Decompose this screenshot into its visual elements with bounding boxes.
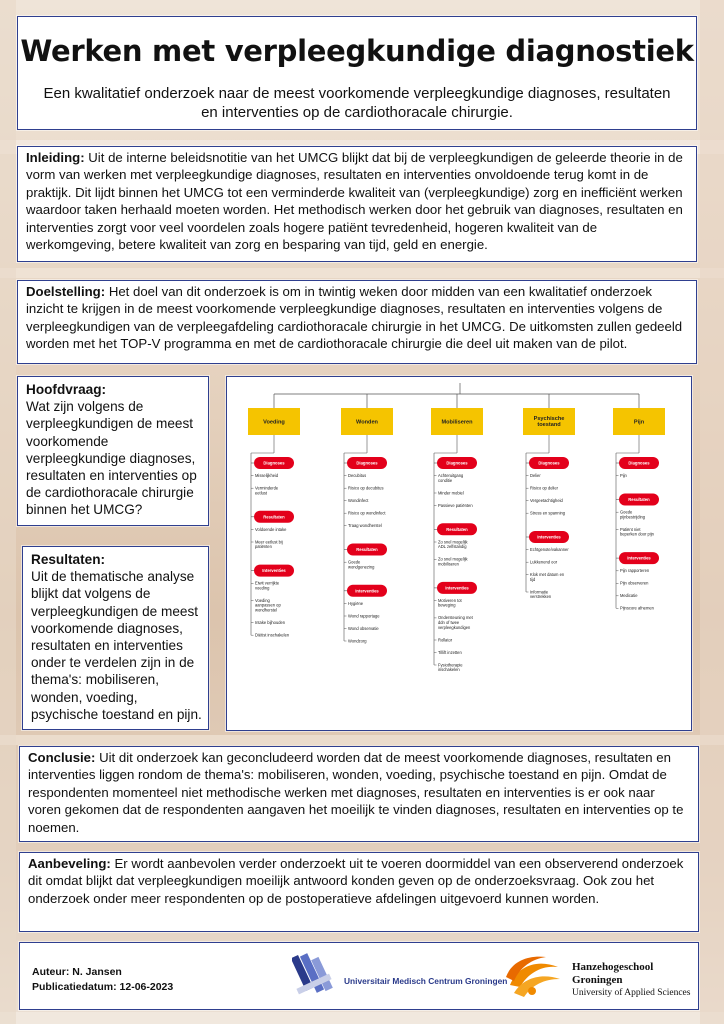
section-label: Resultaten <box>263 514 285 520</box>
advice-body: Er wordt aanbevolen verder onderzoekt uit te voeren doormiddel van een observerend onderzoek dit omdat blijkt dat verpleegkundigen moeilijk antwoord konden geven op de onderzoeksvraag. Ook zou het onderzoek onder meer respondenten op de postoperatieve afdelingen uitgevoerd kunnen worden. <box>28 856 684 906</box>
item-label: Risico op delier <box>530 485 558 491</box>
item-label: Wond observatie <box>348 625 379 631</box>
section-label: Resultaten <box>446 526 468 532</box>
section-label: Interventies <box>262 568 286 574</box>
results-heading: Resultaten: <box>31 552 106 567</box>
item-label: Stress en spanning <box>530 510 566 516</box>
intro-body: Uit de interne beleidsnotitie van het UMCG blijkt dat bij de verpleegkundigen de geleerde theorie in de vorm van werken met verpleegkundige diagnoses, resultaten en interventies onvoldoende terug komt in de praktijk. Dit lijdt binnen het UMCG tot een verminderde kwaliteit van (verpleegkundige) zorg en inefficiënt werken waardoor taken herhaald moeten worden. Het methodisch werken door het gebruik van diagnoses, resultaten en interventies zorgt voor veel voordelen zoals hogere patiënt tevredenheid, hogeren kwaliteit van de werkomgeving, betere kwaliteit van zorg en besparing van tijd, geld en energie. <box>26 150 683 253</box>
advice-section <box>19 852 699 932</box>
item-label: Wond rapportage <box>348 613 380 619</box>
item-label: Pijn rapporteren <box>620 568 650 574</box>
footer-credits <box>32 965 173 995</box>
item-label: Tillift inzetten <box>438 649 462 655</box>
advice-heading: Aanbeveling: <box>28 856 111 871</box>
item-label: Intake bijhouden <box>255 620 286 625</box>
item-label: Traag wondherstel <box>348 523 382 528</box>
section-label: Resultaten <box>356 547 378 553</box>
goal-body: Het doel van dit onderzoek is om in twintig weken door midden van een kwalitatief onderzoek inzicht te krijgen in de meest voorkomende verpleegkundige diagnoses, resultaten en interventies volgens de verpleegkundigen van de verpleegafdeling cardiothoracale chirurgie in het UMCG. De uitkomsten zullen gedeeld worden met het TOP-V programma en met de cardiothoracale chirurgie die deel uit maken van de pilot. <box>26 284 683 352</box>
poster-subtitle: Een kwalitatief onderzoek naar de meest voorkomende verpleegkundige diagnoses, resultaten en interventies op de cardiothoracale chirurgie. <box>43 85 671 121</box>
item-label: Achteruitgang conditie <box>438 473 464 483</box>
category-label: Psychische toestand <box>533 416 565 429</box>
item-label: Lukkenend oor <box>530 559 558 565</box>
item-label: Meer eetlust bij patiënten <box>255 539 283 550</box>
item-label: Verminderde eetlust <box>255 485 279 496</box>
section-label: Diagnoses <box>628 460 650 466</box>
category-label: Pijn <box>633 419 645 426</box>
category-label: Mobiliseren <box>441 419 473 426</box>
item-label: Passieve patiënten <box>438 502 473 508</box>
item-label: Eiwit verrijkte voeding <box>255 580 280 591</box>
section-label: Diagnoses <box>263 460 285 466</box>
goal-heading: Doelstelling: <box>26 284 106 299</box>
item-label: Rollator <box>438 637 453 643</box>
item-label: Ondersteuning met ddn of twee verpleegkundigen <box>438 615 473 630</box>
item-label: Wondzorg <box>348 638 367 644</box>
intro-heading: Inleiding: <box>26 150 85 165</box>
footer <box>19 942 699 1010</box>
conclusion-body: Uit dit onderzoek kan geconcludeerd worden dat de meest voorkomende diagnoses, resultaten en interventies liggen rondom de thema's: mobiliseren, wonden, voeding, psychische toestand en pijn. Omdat de respondenten momenteel niet methodische werken met diagnoses, resultaten en interventies is er ook naar voren gekomen dat de respondenten aangaven het moeilijk te vinden diagnoses, resultaten en interventies op te noemen. <box>28 750 684 835</box>
item-label: Medicatie <box>620 593 638 599</box>
conclusion-heading: Conclusie: <box>28 750 96 765</box>
item-label: Echtgenote/vakanner <box>530 547 569 552</box>
item-label: Risico op wondinfect <box>348 510 386 516</box>
item-label: Wondinfect <box>348 498 369 503</box>
umcg-name: Universitair Medisch Centrum Groningen <box>344 976 508 986</box>
item-label: Pijnscore afnemen <box>620 605 654 611</box>
item-label: Hygiëne <box>348 600 364 606</box>
section-label: Diagnoses <box>446 460 468 466</box>
item-label: Motiveren tot beweging <box>438 597 462 608</box>
item-label: Vergeetachtigheid <box>530 498 563 503</box>
section-label: Interventies <box>537 534 561 540</box>
hanze-name-line1: Hanzehogeschool <box>572 961 654 973</box>
question-section <box>17 376 209 526</box>
item-label: Voldoende intake <box>255 526 287 532</box>
item-label: Risico op decubitus <box>348 485 384 491</box>
item-label: Patiënt niet beperken door pijn <box>620 526 654 537</box>
item-label: Goede pijnbestrijding <box>620 509 646 520</box>
item-label: Misselijkheid <box>255 473 279 478</box>
conclusion-section <box>19 746 699 842</box>
publication-date: Publicatiedatum: 12-06-2023 <box>32 981 174 993</box>
umcg-logo <box>292 951 508 1003</box>
section-label: Diagnoses <box>538 460 560 466</box>
item-label: Voeding aanpassen op wondherstel <box>255 597 281 613</box>
item-label: Pijn <box>620 473 627 478</box>
item-label: Informatie verstrekken <box>530 589 552 600</box>
section-label: Interventies <box>355 588 379 594</box>
author: Auteur: N. Jansen <box>32 966 122 978</box>
hanze-emblem-icon <box>502 951 566 1005</box>
goal-section <box>17 280 697 364</box>
intro-section <box>17 146 697 262</box>
results-tree <box>227 377 693 732</box>
item-label: Zo snel mogelijk mobiliseren <box>438 556 468 567</box>
item-label: Zo snel mogelijk ADL zelfstandig <box>438 539 468 550</box>
question-body: Wat zijn volgens de verpleegkundigen de meest voorkomende verpleegkundige diagnoses, resultaten en interventies op de cardiothoracale chirurgie binnen het UMCG? <box>26 399 197 518</box>
item-label: Delier <box>530 473 541 478</box>
item-label: Minder mobiel <box>438 490 464 496</box>
item-label: Diëtist inschakelen <box>255 632 290 638</box>
section-label: Resultaten <box>628 497 650 503</box>
title-box <box>17 16 697 130</box>
umcg-emblem-icon <box>292 951 340 1001</box>
poster-title: Werken met verpleegkundige diagnostiek <box>20 34 694 68</box>
item-label: Goede wondgenezing <box>348 559 375 570</box>
item-label: Fysiotherapie inschakelen <box>438 662 463 673</box>
results-section <box>22 546 209 730</box>
item-label: Klok met datum en tijd <box>530 572 565 582</box>
item-label: Decubitus <box>348 473 367 478</box>
category-label: Wonden <box>356 419 378 426</box>
hanze-name-line2: Groningen <box>572 974 623 986</box>
results-diagram <box>226 376 692 731</box>
results-body: Uit de thematische analyse blijkt dat volgens de verpleegkundigen de meest voorkomende diagnoses, resultaten en interventies onder te verdelen zijn in de thema's: mobiliseren, wonden, voeding, psychische toestand en pijn. <box>31 569 202 722</box>
question-heading: Hoofdvraag: <box>26 382 107 397</box>
item-label: Pijn observeren <box>620 580 649 586</box>
hanze-name-line3: University of Applied Sciences <box>572 988 691 998</box>
section-label: Diagnoses <box>356 460 378 466</box>
section-label: Interventies <box>627 555 651 561</box>
section-label: Interventies <box>445 585 469 591</box>
category-label: Voeding <box>263 419 285 426</box>
hanze-logo <box>498 951 693 1005</box>
